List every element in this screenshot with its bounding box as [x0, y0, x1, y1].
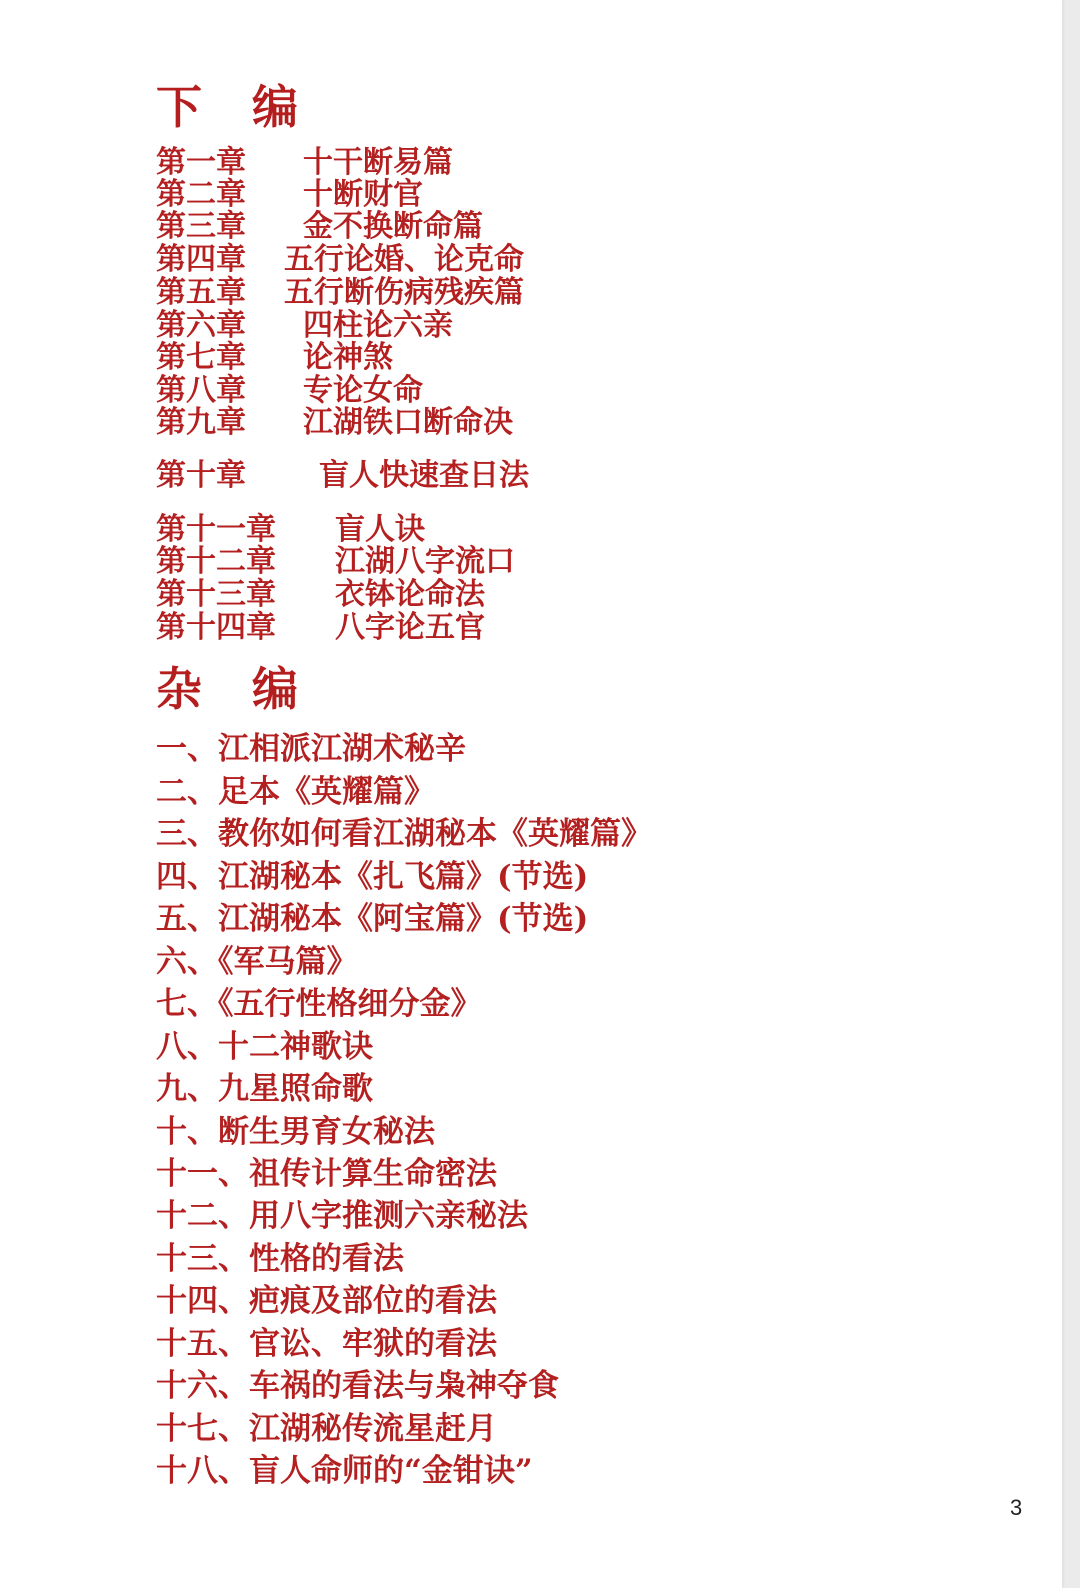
misc-item: 七、《五行性格细分金》 — [156, 986, 482, 1022]
section-title-misc: 杂编 — [156, 662, 348, 716]
chapter-title: 八字论五官 — [335, 610, 485, 645]
page-number: 3 — [1010, 1495, 1023, 1520]
chapter-number: 第五章 — [156, 275, 246, 310]
chapter-number: 第十一章 — [156, 512, 276, 547]
chapter-title: 盲人快速查日法 — [319, 458, 529, 493]
misc-item: 八、十二神歌诀 — [156, 1029, 373, 1065]
chapter-title: 衣钵论命法 — [335, 577, 485, 612]
misc-item: 十八、盲人命师的“金钳诀” — [156, 1453, 533, 1489]
misc-item: 十四、疤痕及部位的看法 — [156, 1283, 497, 1319]
misc-item: 九、九星照命歌 — [156, 1071, 373, 1107]
misc-item: 五、江湖秘本《阿宝篇》(节选) — [156, 901, 589, 937]
chapter-title: 江湖铁口断命决 — [303, 405, 513, 440]
misc-item: 十六、车祸的看法与枭神夺食 — [156, 1368, 559, 1404]
chapter-title: 十干断易篇 — [303, 145, 453, 180]
misc-item: 四、江湖秘本《扎飞篇》(节选) — [156, 859, 589, 895]
chapter-title: 十断财官 — [303, 177, 423, 212]
misc-item: 十七、江湖秘传流星赶月 — [156, 1411, 497, 1447]
chapter-number: 第九章 — [156, 405, 246, 440]
chapter-number: 第十二章 — [156, 544, 276, 579]
chapter-title: 金不换断命篇 — [303, 209, 483, 244]
chapter-title: 五行论婚、论克命 — [284, 242, 524, 277]
chapter-number: 第八章 — [156, 373, 246, 408]
chapter-number: 第十四章 — [156, 610, 276, 645]
chapter-title: 四柱论六亲 — [303, 308, 453, 343]
chapter-number: 第十三章 — [156, 577, 276, 612]
misc-item: 六、《军马篇》 — [156, 944, 358, 980]
misc-item: 十、断生男育女秘法 — [156, 1114, 435, 1150]
chapter-number: 第四章 — [156, 242, 246, 277]
chapter-number: 第七章 — [156, 340, 246, 375]
chapter-title: 盲人诀 — [335, 512, 425, 547]
chapter-number: 第十章 — [156, 458, 246, 493]
misc-item: 一、江相派江湖术秘辛 — [156, 731, 466, 767]
misc-item: 二、足本《英耀篇》 — [156, 774, 435, 810]
misc-item: 十三、性格的看法 — [156, 1241, 404, 1277]
chapter-title: 江湖八字流口 — [335, 544, 515, 579]
chapter-number: 第一章 — [156, 145, 246, 180]
misc-item: 三、教你如何看江湖秘本《英耀篇》 — [156, 816, 652, 852]
misc-item: 十一、祖传计算生命密法 — [156, 1156, 497, 1192]
misc-item: 十五、官讼、牢狱的看法 — [156, 1326, 497, 1362]
section-title-lower: 下编 — [156, 80, 348, 134]
chapter-number: 第二章 — [156, 177, 246, 212]
chapter-title: 论神煞 — [303, 340, 393, 375]
chapter-number: 第三章 — [156, 209, 246, 244]
chapter-title: 五行断伤病残疾篇 — [284, 275, 524, 310]
chapter-title: 专论女命 — [303, 373, 423, 408]
chapter-number: 第六章 — [156, 308, 246, 343]
misc-item: 十二、用八字推测六亲秘法 — [156, 1198, 528, 1234]
